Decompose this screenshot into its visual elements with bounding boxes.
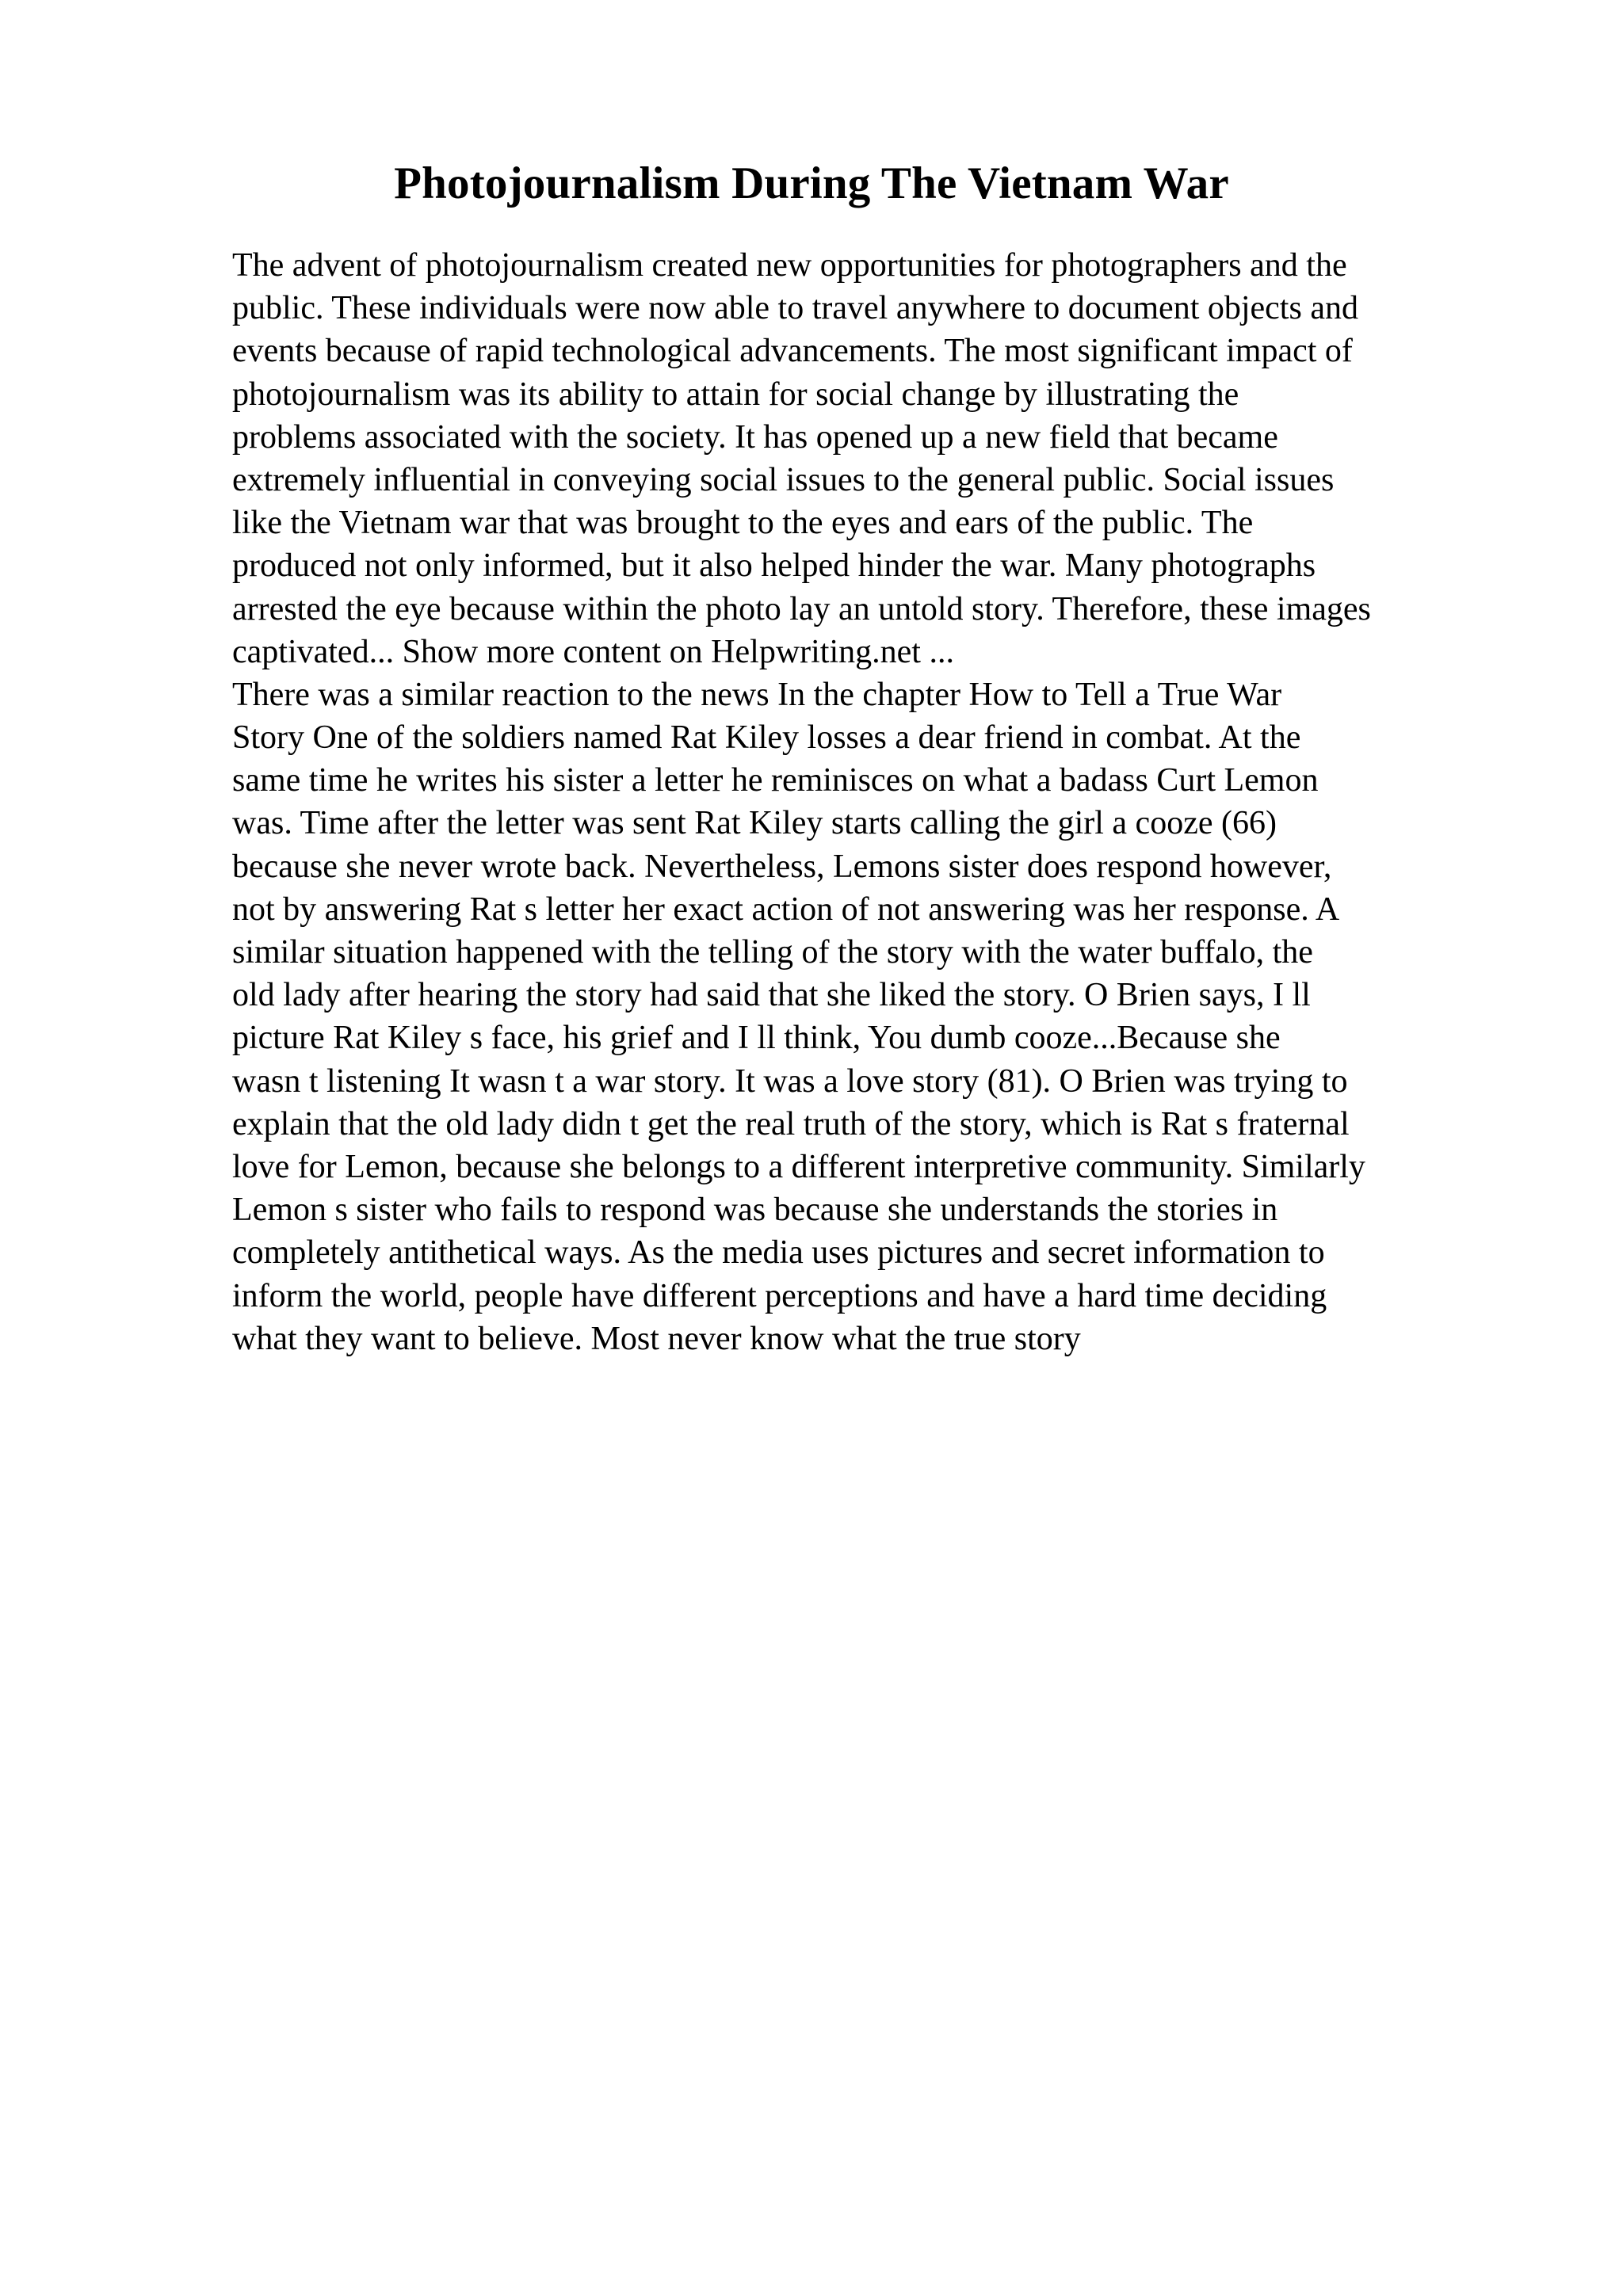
body-line: same time he writes his sister a letter he reminisces on what a badass Curt Lemon xyxy=(232,762,1319,799)
body-line: completely antithetical ways. As the media uses pictures and secret information to xyxy=(232,1234,1325,1272)
body-line: was. Time after the letter was sent Rat Kiley starts calling the girl a cooze (66) xyxy=(232,805,1277,842)
body-line: Lemon s sister who fails to respond was because she understands the stories in xyxy=(232,1192,1278,1229)
body-line: There was a similar reaction to the news In the chapter How to Tell a True War xyxy=(232,676,1282,713)
body-line: what they want to believe. Most never know what the true story xyxy=(232,1320,1081,1357)
body-line: Story One of the soldiers named Rat Kiley losses a dear friend in combat. At the xyxy=(232,719,1301,757)
body-line: arrested the eye because within the photo lay an untold story. Therefore, these images xyxy=(232,590,1371,627)
body-line: problems associated with the society. It has opened up a new field that became xyxy=(232,418,1278,456)
document-body xyxy=(232,244,1516,1360)
body-line: love for Lemon, because she belongs to a different interpretive community. Similarly xyxy=(232,1148,1365,1185)
body-line: public. These individuals were now able to travel anywhere to document objects and xyxy=(232,290,1358,327)
document-title: Photojournalism During The Vietnam War xyxy=(394,158,1229,208)
body-line: extremely influential in conveying social issues to the general public. Social issues xyxy=(232,461,1335,498)
body-line: captivated... Show more content on Helpwriting.net ... xyxy=(232,633,954,670)
body-line: because she never wrote back. Nevertheless, Lemons sister does respond however, xyxy=(232,848,1332,885)
body-line: wasn t listening It wasn t a war story. It was a love story (81). O Brien was trying to xyxy=(232,1062,1348,1100)
body-line: events because of rapid technological advancements. The most significant impact of xyxy=(232,333,1353,370)
body-line: inform the world, people have different perceptions and have a hard time deciding xyxy=(232,1277,1327,1314)
body-line: explain that the old lady didn t get the real truth of the story, which is Rat s fraternal xyxy=(232,1105,1350,1142)
body-line: picture Rat Kiley s face, his grief and I ll think, You dumb cooze...Because she xyxy=(232,1020,1281,1057)
body-line: similar situation happened with the telling of the story with the water buffalo, the xyxy=(232,934,1313,971)
body-line: The advent of photojournalism created new opportunities for photographers and the xyxy=(232,247,1347,284)
body-line: like the Vietnam war that was brought to the eyes and ears of the public. The xyxy=(232,505,1254,542)
body-line: not by answering Rat s letter her exact action of not answering was her response. A xyxy=(232,891,1340,928)
body-line: old lady after hearing the story had said that she liked the story. O Brien says, I ll xyxy=(232,977,1311,1014)
body-line: photojournalism was its ability to attain for social change by illustrating the xyxy=(232,376,1239,413)
body-line: produced not only informed, but it also helped hinder the war. Many photographs xyxy=(232,547,1316,585)
